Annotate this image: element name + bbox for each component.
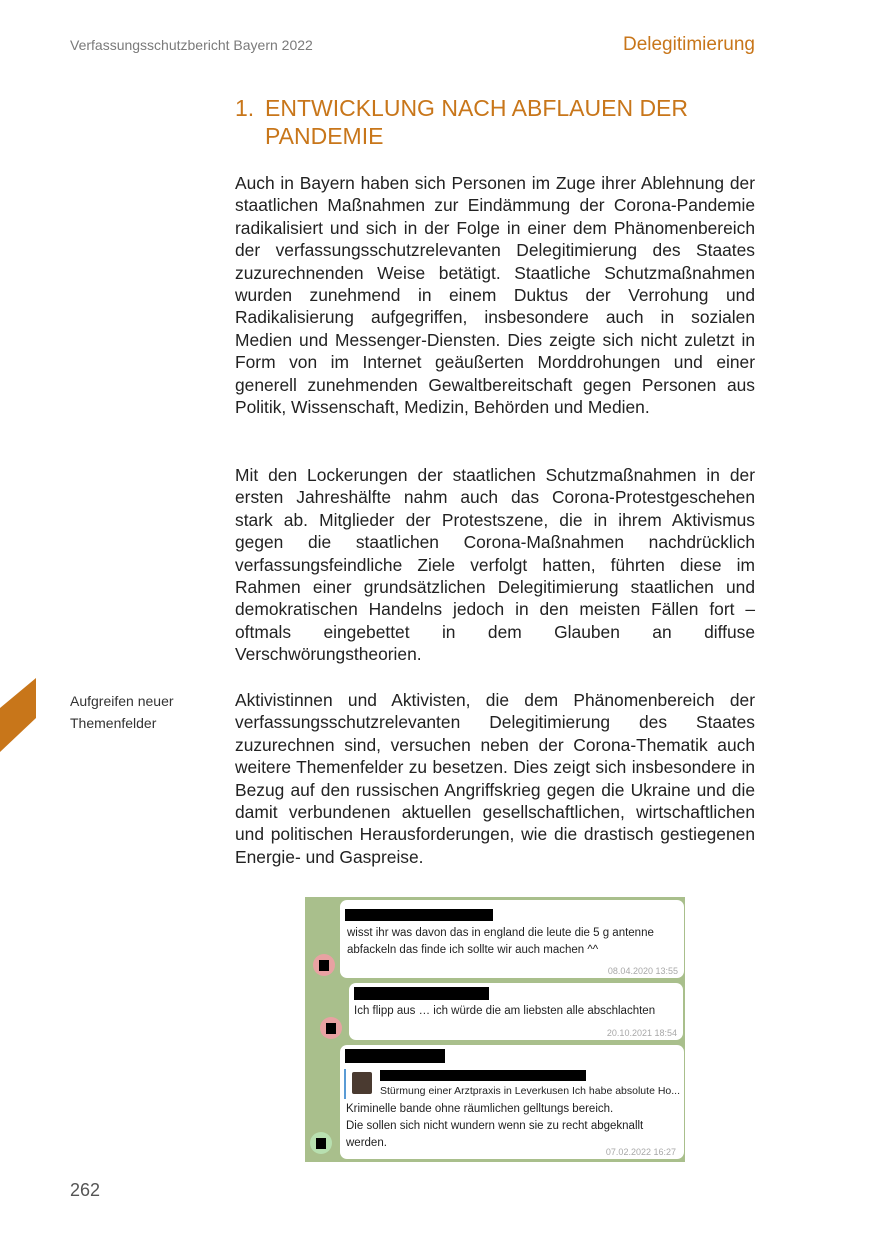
chat-message-1-timestamp: 08.04.2020 13:55 xyxy=(607,966,678,976)
redaction-bar xyxy=(380,1070,586,1081)
avatar xyxy=(320,1017,342,1039)
section-title: ENTWICKLUNG NACH ABFLAUEN DER PANDEMIE xyxy=(265,95,689,149)
chat-bubble-2 xyxy=(349,983,683,1040)
margin-marker-icon xyxy=(0,678,36,752)
margin-note-line-1: Aufgreifen neuer xyxy=(70,693,174,709)
quoted-message-text: Stürmung einer Arztpraxis in Leverkusen Ich habe absolute Ho... xyxy=(380,1085,680,1097)
margin-note-line-2: Themenfelder xyxy=(70,715,157,731)
body-paragraph-3: Aktivistinnen und Aktivisten, die dem Phänomenbereich der verfassungsschutzrelevanten Delegitimierung des Staates zuzurechnen sind, versuchen neben der Corona-Thematik auch weitere Themenfelder zu besetzen. Dies zeigt sich insbesondere in Bezug auf den russischen Angriffskrieg gegen die Ukraine und die damit verbundenen aktuellen gesellschaftlichen, wirtschaftlichen und politischen Herausforderungen, wie die drastisch gestiegenen Energie- und Gaspreise. xyxy=(235,690,755,867)
chat-message-3-line-3: werden. xyxy=(346,1137,387,1149)
chat-bubble-1 xyxy=(340,900,684,978)
chat-message-1-line-1: wisst ihr was davon das in england die leute die 5 g antenne xyxy=(347,927,654,939)
chat-message-3-timestamp: 07.02.2022 16:27 xyxy=(605,1147,676,1157)
avatar xyxy=(310,1132,332,1154)
chat-message-2-line-1: Ich flipp aus … ich würde die am liebsten alle abschlachten xyxy=(354,1005,656,1017)
chat-message-1-line-2: abfackeln das finde ich sollte wir auch machen ^^ xyxy=(347,944,599,956)
avatar xyxy=(313,954,335,976)
chat-message-3-line-1: Kriminelle bande ohne räumlichen gelltungs bereich. xyxy=(346,1103,614,1115)
redaction-bar xyxy=(345,1049,445,1063)
quote-thumbnail xyxy=(352,1072,372,1094)
redaction-bar xyxy=(354,987,489,1000)
section-heading xyxy=(235,94,755,150)
chat-message-3-line-2: Die sollen sich nicht wundern wenn sie zu recht abgeknallt xyxy=(346,1120,644,1132)
section-number: 1. xyxy=(235,95,255,121)
chat-message-2-timestamp: 20.10.2021 18:54 xyxy=(606,1028,677,1038)
margin-note xyxy=(70,690,220,734)
redaction-bar xyxy=(345,909,493,921)
quoted-message xyxy=(344,1069,680,1099)
body-paragraph-2: Mit den Lockerungen der staatlichen Schutzmaßnahmen in der ersten Jahreshälfte nahm auch das Corona-Protestgeschehen stark ab. Mitglieder der Protestszene, die in ihrem Aktivismus gegen die staatlichen Corona-Maßnahmen nachdrücklich verfassungsfeindliche Ziele verfolgt hatten, führten diese im Rahmen einer grundsätzlichen Delegitimierung staatlichen und demokratischen Handelns jedoch in den meisten Fällen fort – oftmals eingebettet in dem Glauben an diffuse Verschwörungstheorien. xyxy=(235,465,755,665)
chat-screenshot xyxy=(305,897,685,1162)
chat-bubble-3 xyxy=(340,1045,684,1159)
running-header-section: Delegitimierung xyxy=(622,34,755,55)
page-number: 262 xyxy=(70,1180,101,1200)
body-paragraph-1: Auch in Bayern haben sich Personen im Zuge ihrer Ablehnung der staatlichen Maßnahmen zur Eindämmung der Corona-Pandemie radikalisiert und sich in der Folge in einer dem Phänomenbereich der verfassungsschutzrelevanten Delegitimierung des Staates zuzurechnenden Weise betätigt. Staatliche Schutzmaßnahmen wurden zunehmend in einem Duktus der Verrohung und Radikalisierung aufgegriffen, insbesondere auch in sozialen Medien und Messenger-Diensten. Dies zeigte sich nicht zuletzt in Form von im Internet geäußerten Morddrohungen und einer generell zunehmenden Gewaltbereitschaft gegen Personen aus Politik, Wissenschaft, Medizin, Behörden und Medien. xyxy=(235,173,755,418)
running-header-title: Verfassungsschutzbericht Bayern 2022 xyxy=(70,37,313,53)
